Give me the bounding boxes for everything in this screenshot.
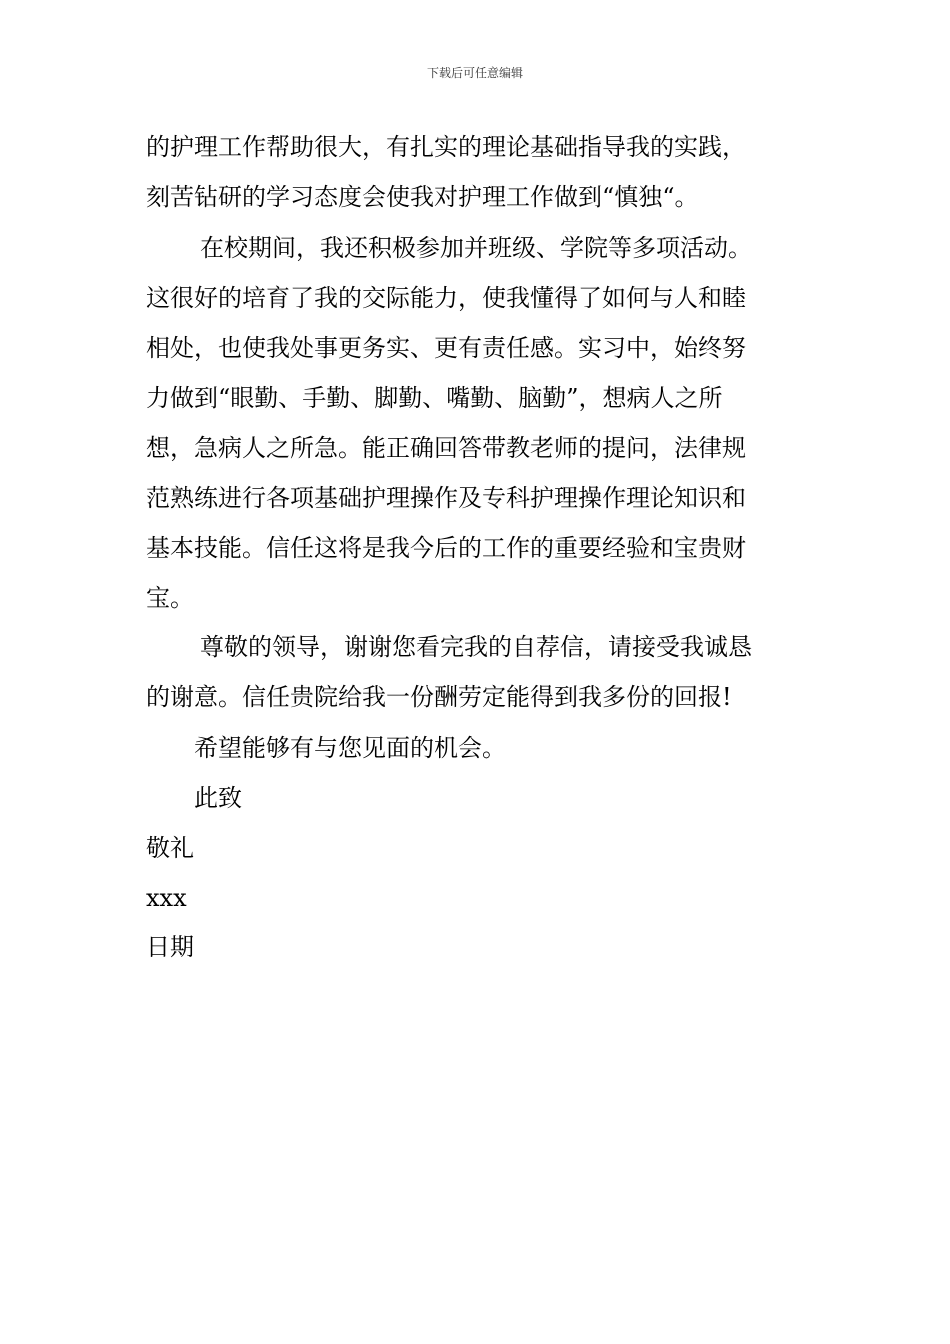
paragraph-line: 这很好的培育了我的交际能力，使我懂得了如何与人和睦 bbox=[146, 284, 746, 312]
closing-wish: 希望能够有与您见面的机会。 bbox=[194, 734, 506, 762]
paragraph-line: 范熟练进行各项基础护理操作及专科护理操作理论知识和 bbox=[146, 484, 746, 512]
paragraph-line: 相处，也使我处事更务实、更有责任感。实习中，始终努 bbox=[146, 334, 746, 362]
paragraph-line: 刻苦钻研的学习态度会使我对护理工作做到“慎独“。 bbox=[146, 183, 699, 211]
page-header-note: 下载后可任意编辑 bbox=[426, 66, 523, 80]
paragraph-line: 尊敬的领导，谢谢您看完我的自荐信，请接受我诚恳 bbox=[200, 633, 752, 661]
closing-salutation: 此致 bbox=[194, 784, 242, 812]
paragraph-line: 想，急病人之所急。能正确回答带教老师的提问，法律规 bbox=[146, 434, 746, 462]
paragraph-line: 的护理工作帮助很大，有扎实的理论基础指导我的实践， bbox=[146, 133, 746, 161]
paragraph-line: 宝。 bbox=[146, 584, 194, 612]
paragraph-line: 基本技能。信任这将是我今后的工作的重要经验和宝贵财 bbox=[146, 534, 746, 562]
closing-regards: 敬礼 bbox=[146, 834, 194, 862]
paragraph-line: 力做到“眼勤、手勤、脚勤、嘴勤、脑勤”，想病人之所 bbox=[146, 384, 723, 412]
signature-date: 日期 bbox=[146, 933, 194, 961]
paragraph-line: 的谢意。信任贵院给我一份酬劳定能得到我多份的回报! bbox=[146, 683, 732, 711]
signature-name: xxx bbox=[146, 884, 187, 912]
paragraph-line: 在校期间，我还积极参加并班级、学院等多项活动。 bbox=[200, 234, 752, 262]
